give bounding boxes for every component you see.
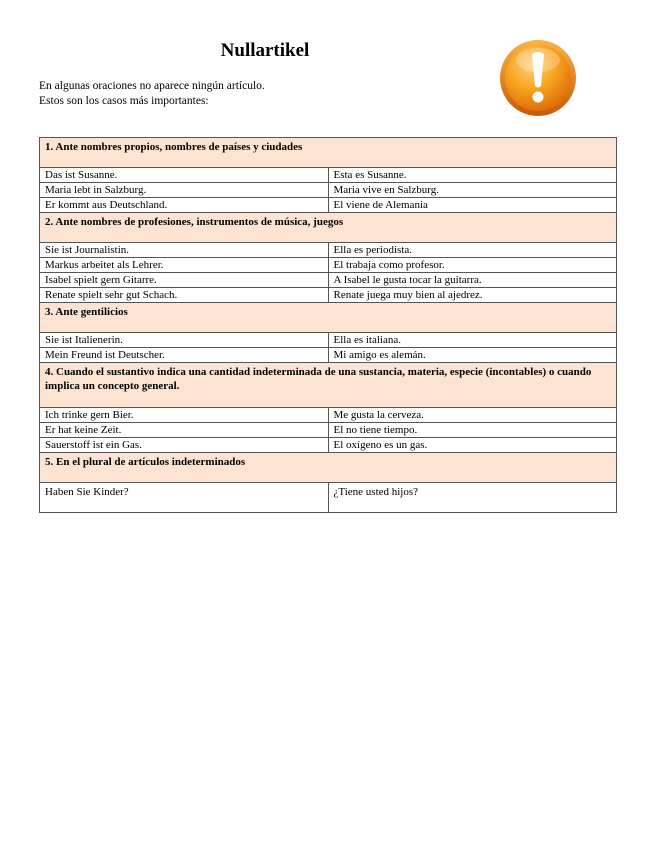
table-row [40,483,617,513]
table-row [40,198,617,213]
spanish-cell: Me gusta la cerveza. [328,408,617,423]
section-heading-row [40,363,617,408]
spanish-cell: Mi amigo es alemán. [328,348,617,363]
spanish-cell: Renate juega muy bien al ajedrez. [328,288,617,303]
intro-line: Estos son los casos más importantes: [39,95,209,107]
german-cell: Er hat keine Zeit. [40,423,329,438]
spanish-cell: A Isabel le gusta tocar la guitarra. [328,273,617,288]
table-row [40,258,617,273]
table-row [40,288,617,303]
german-cell: Das ist Susanne. [40,168,329,183]
section-heading: 1. Ante nombres propios, nombres de países y ciudades [40,138,617,168]
table-row [40,168,617,183]
section-heading-row [40,138,617,168]
intro-text [39,79,265,109]
german-cell: Sauerstoff ist ein Gas. [40,438,329,453]
section-heading: 3. Ante gentilicios [40,303,617,333]
table-row [40,348,617,363]
table-row [40,423,617,438]
spanish-cell: El viene de Alemania [328,198,617,213]
spanish-cell: Esta es Susanne. [328,168,617,183]
spanish-cell: Ella es italiana. [328,333,617,348]
section-heading-row [40,213,617,243]
page-title: Nullartikel [220,40,310,61]
section-heading-row [40,453,617,483]
table-row [40,408,617,423]
german-cell: Isabel spielt gern Gitarre. [40,273,329,288]
german-cell: Ich trinke gern Bier. [40,408,329,423]
german-cell: Haben Sie Kinder? [40,483,329,513]
grammar-table [39,137,617,513]
german-cell: Sie ist Journalistin. [40,243,329,258]
table-row [40,183,617,198]
german-cell: Sie ist Italienerin. [40,333,329,348]
spanish-cell: ¿Tiene usted hijos? [328,483,617,513]
german-cell: Maria lebt in Salzburg. [40,183,329,198]
german-cell: Markus arbeitet als Lehrer. [40,258,329,273]
german-cell: Er kommt aus Deutschland. [40,198,329,213]
intro-line: En algunas oraciones no aparece ningún artículo. [39,80,265,92]
spanish-cell: El trabaja como profesor. [328,258,617,273]
spanish-cell: Ella es periodista. [328,243,617,258]
table-row [40,273,617,288]
section-heading: 4. Cuando el sustantivo indica una cantidad indeterminada de una sustancia, materia, especie (incontables) o cuando implica un concepto general. [40,363,617,408]
table-row [40,438,617,453]
spanish-cell: Maria vive en Salzburg. [328,183,617,198]
section-heading: 5. En el plural de artículos indeterminados [40,453,617,483]
section-heading-row [40,303,617,333]
table-row [40,243,617,258]
german-cell: Renate spielt sehr gut Schach. [40,288,329,303]
spanish-cell: El oxígeno es un gas. [328,438,617,453]
exclamation-icon [498,38,578,118]
section-heading: 2. Ante nombres de profesiones, instrumentos de música, juegos [40,213,617,243]
spanish-cell: El no tiene tiempo. [328,423,617,438]
table-row [40,333,617,348]
german-cell: Mein Freund ist Deutscher. [40,348,329,363]
